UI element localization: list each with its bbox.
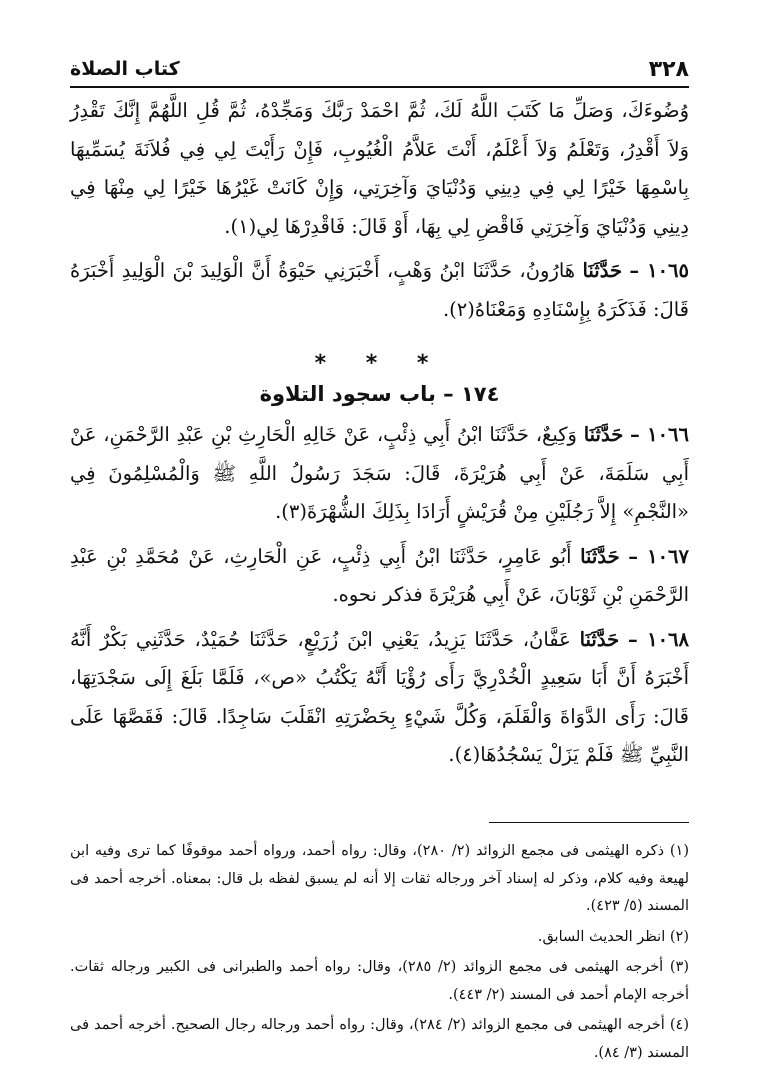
hadith-text: أَبُو عَامِرٍ، حَدَّثَنَا ابْنُ أَبِي ذِئْبٍ، عَنِ الْحَارِثِ، عَنْ مُحَمَّدِ بْنِ عَبْدِ الرَّحْمَنِ بْنِ ثَوْبَانَ، عَنْ أَبِي هُرَيْرَةَ فذكر نحوه. xyxy=(70,544,689,606)
hadith-lead: حَدَّثَنَا xyxy=(582,259,623,282)
footnote-1: (١) ذكره الهيثمى فى مجمع الزوائد (٢/ ٢٨٠)، وقال: رواه أحمد، ورواه أحمد موقوفًا كما ترى وفيه ابن لهيعة وفيه كلام، وذكر له إسناد آخر ورجاله ثقات إلا أنه لم يسبق لفظه بل قال: بمعناه. أخرجه أحمد فى المسند (٥/ ٤٢٣). xyxy=(70,843,689,914)
paragraph-continuation: وُضُوءَكَ، وَصَلِّ مَا كَتَبَ اللَّهُ لَكَ، ثُمَّ احْمَدْ رَبَّكَ وَمَجِّدْهُ، ثُمَّ قُلِ اللَّهُمَّ إِنَّكَ تَقْدِرُ وَلاَ أَقْدِرُ، وَتَعْلَمُ وَلاَ أَعْلَمُ، أَنْتَ عَلاَّمُ الْغُيُوبِ، فَإِنْ رَأَيْتَ لِي فِي فُلاَنَةَ يُسَمِّيهَا بِاسْمِهَا خَيْرًا لِي فِي دِينِي وَدُنْيَايَ وَآخِرَتِي، وَإِنْ كَانَتْ غَيْرُهَا خَيْرًا لِي مِنْهَا فِي دِينِي وَدُنْيَايَ وَآخِرَتِي فَاقْضِ لِي بِهَا، أَوْ قَالَ: فَاقْدِرْهَا لِي(١). xyxy=(70,99,689,238)
hadith-text: عَفَّانُ، حَدَّثَنَا يَزِيدُ، يَعْنِي ابْنَ زُرَيْعٍ، حَدَّثَنَا حُمَيْدٌ، حَدَّثَنِي بَكْرٌ أَنَّهُ أَخْبَرَهُ أَنَّ أَبَا سَعِيدٍ الْخُدْرِيَّ رَأَى رُؤْيَا أَنَّهُ يَكْتُبُ «ص»، فَلَمَّا بَلَغَ إِلَى سَجْدَتِهَا، قَالَ: رَأَى الدَّوَاةَ وَالْقَلَمَ، وَكُلَّ شَيْءٍ بِحَضْرَتِهِ انْقَلَبَ سَاجِدًا. قَالَ: فَقَصَّهَا عَلَى النَّبِيِّ ﷺ فَلَمْ يَزَلْ يَسْجُدُهَا(٤). xyxy=(70,627,689,766)
page-header xyxy=(70,52,689,88)
footnotes xyxy=(70,838,689,1070)
chapter-heading: ١٧٤ – باب سجود التلاوة xyxy=(259,382,500,406)
hadith-lead: حَدَّثَنَا xyxy=(583,423,624,446)
hadith-1066 xyxy=(70,416,689,532)
hadith-1067 xyxy=(70,538,689,615)
hadith-text: وَكِيعٌ، حَدَّثَنَا ابْنُ أَبِي ذِئْبٍ، عَنْ خَالِهِ الْحَارِثِ بْنِ عَبْدِ الرَّحْمَنِ، عَنْ أَبِي سَلَمَةَ، عَنْ أَبِي هُرَيْرَةَ، قَالَ: سَجَدَ رَسُولُ اللَّهِ ﷺ وَالْمُسْلِمُونَ فِي «النَّجْمِ» إِلاَّ رَجُلَيْنِ مِنْ قُرَيْشٍ أَرَادَا بِذَلِكَ الشُّهْرَةَ(٣). xyxy=(70,423,689,523)
page-number: ٣٢٨ xyxy=(648,56,689,82)
footnote-4: (٤) أخرجه الهيثمى فى مجمع الزوائد (٢/ ٢٨٤)، وقال: رواه أحمد ورجاله رجال الصحيح. أخرجه أحمد فى المسند (٣/ ٨٤). xyxy=(70,1017,689,1061)
hadith-text: هَارُونُ، حَدَّثَنَا ابْنُ وَهْبٍ، أَخْبَرَنِي حَيْوَةُ أَنَّ الْوَلِيدَ بْنَ الْوَلِيدِ أَخْبَرَهُ قَالَ: فَذَكَرَهُ بِإِسْنَادِهِ وَمَعْنَاهُ(٢). xyxy=(70,259,689,321)
footnote-3: (٣) أخرجه الهيثمى فى مجمع الزوائد (٢/ ٢٨٥)، وقال: رواه أحمد والطبرانى فى الكبير ورجاله ثقات. أخرجه الإمام أحمد فى المسند (٢/ ٤٤٣). xyxy=(70,959,690,1003)
book-title: كتاب الصلاة xyxy=(70,58,180,80)
hadith-1065 xyxy=(70,252,689,329)
hadith-number: ١٠٦٨ – xyxy=(627,627,690,651)
main-text xyxy=(70,92,689,775)
hadith-number: ١٠٦٦ – xyxy=(630,423,689,446)
footnote-2: (٢) انظر الحديث السابق. xyxy=(537,928,689,945)
hadith-number: ١٠٦٧ – xyxy=(628,544,689,568)
hadith-1068 xyxy=(70,621,689,775)
hadith-lead: حَدَّثَنَا xyxy=(580,544,620,568)
footnote-divider xyxy=(489,822,689,823)
section-separator: * * * xyxy=(314,351,445,376)
hadith-number: ١٠٦٥ – xyxy=(629,259,690,282)
hadith-lead: حَدَّثَنَا xyxy=(579,627,620,651)
